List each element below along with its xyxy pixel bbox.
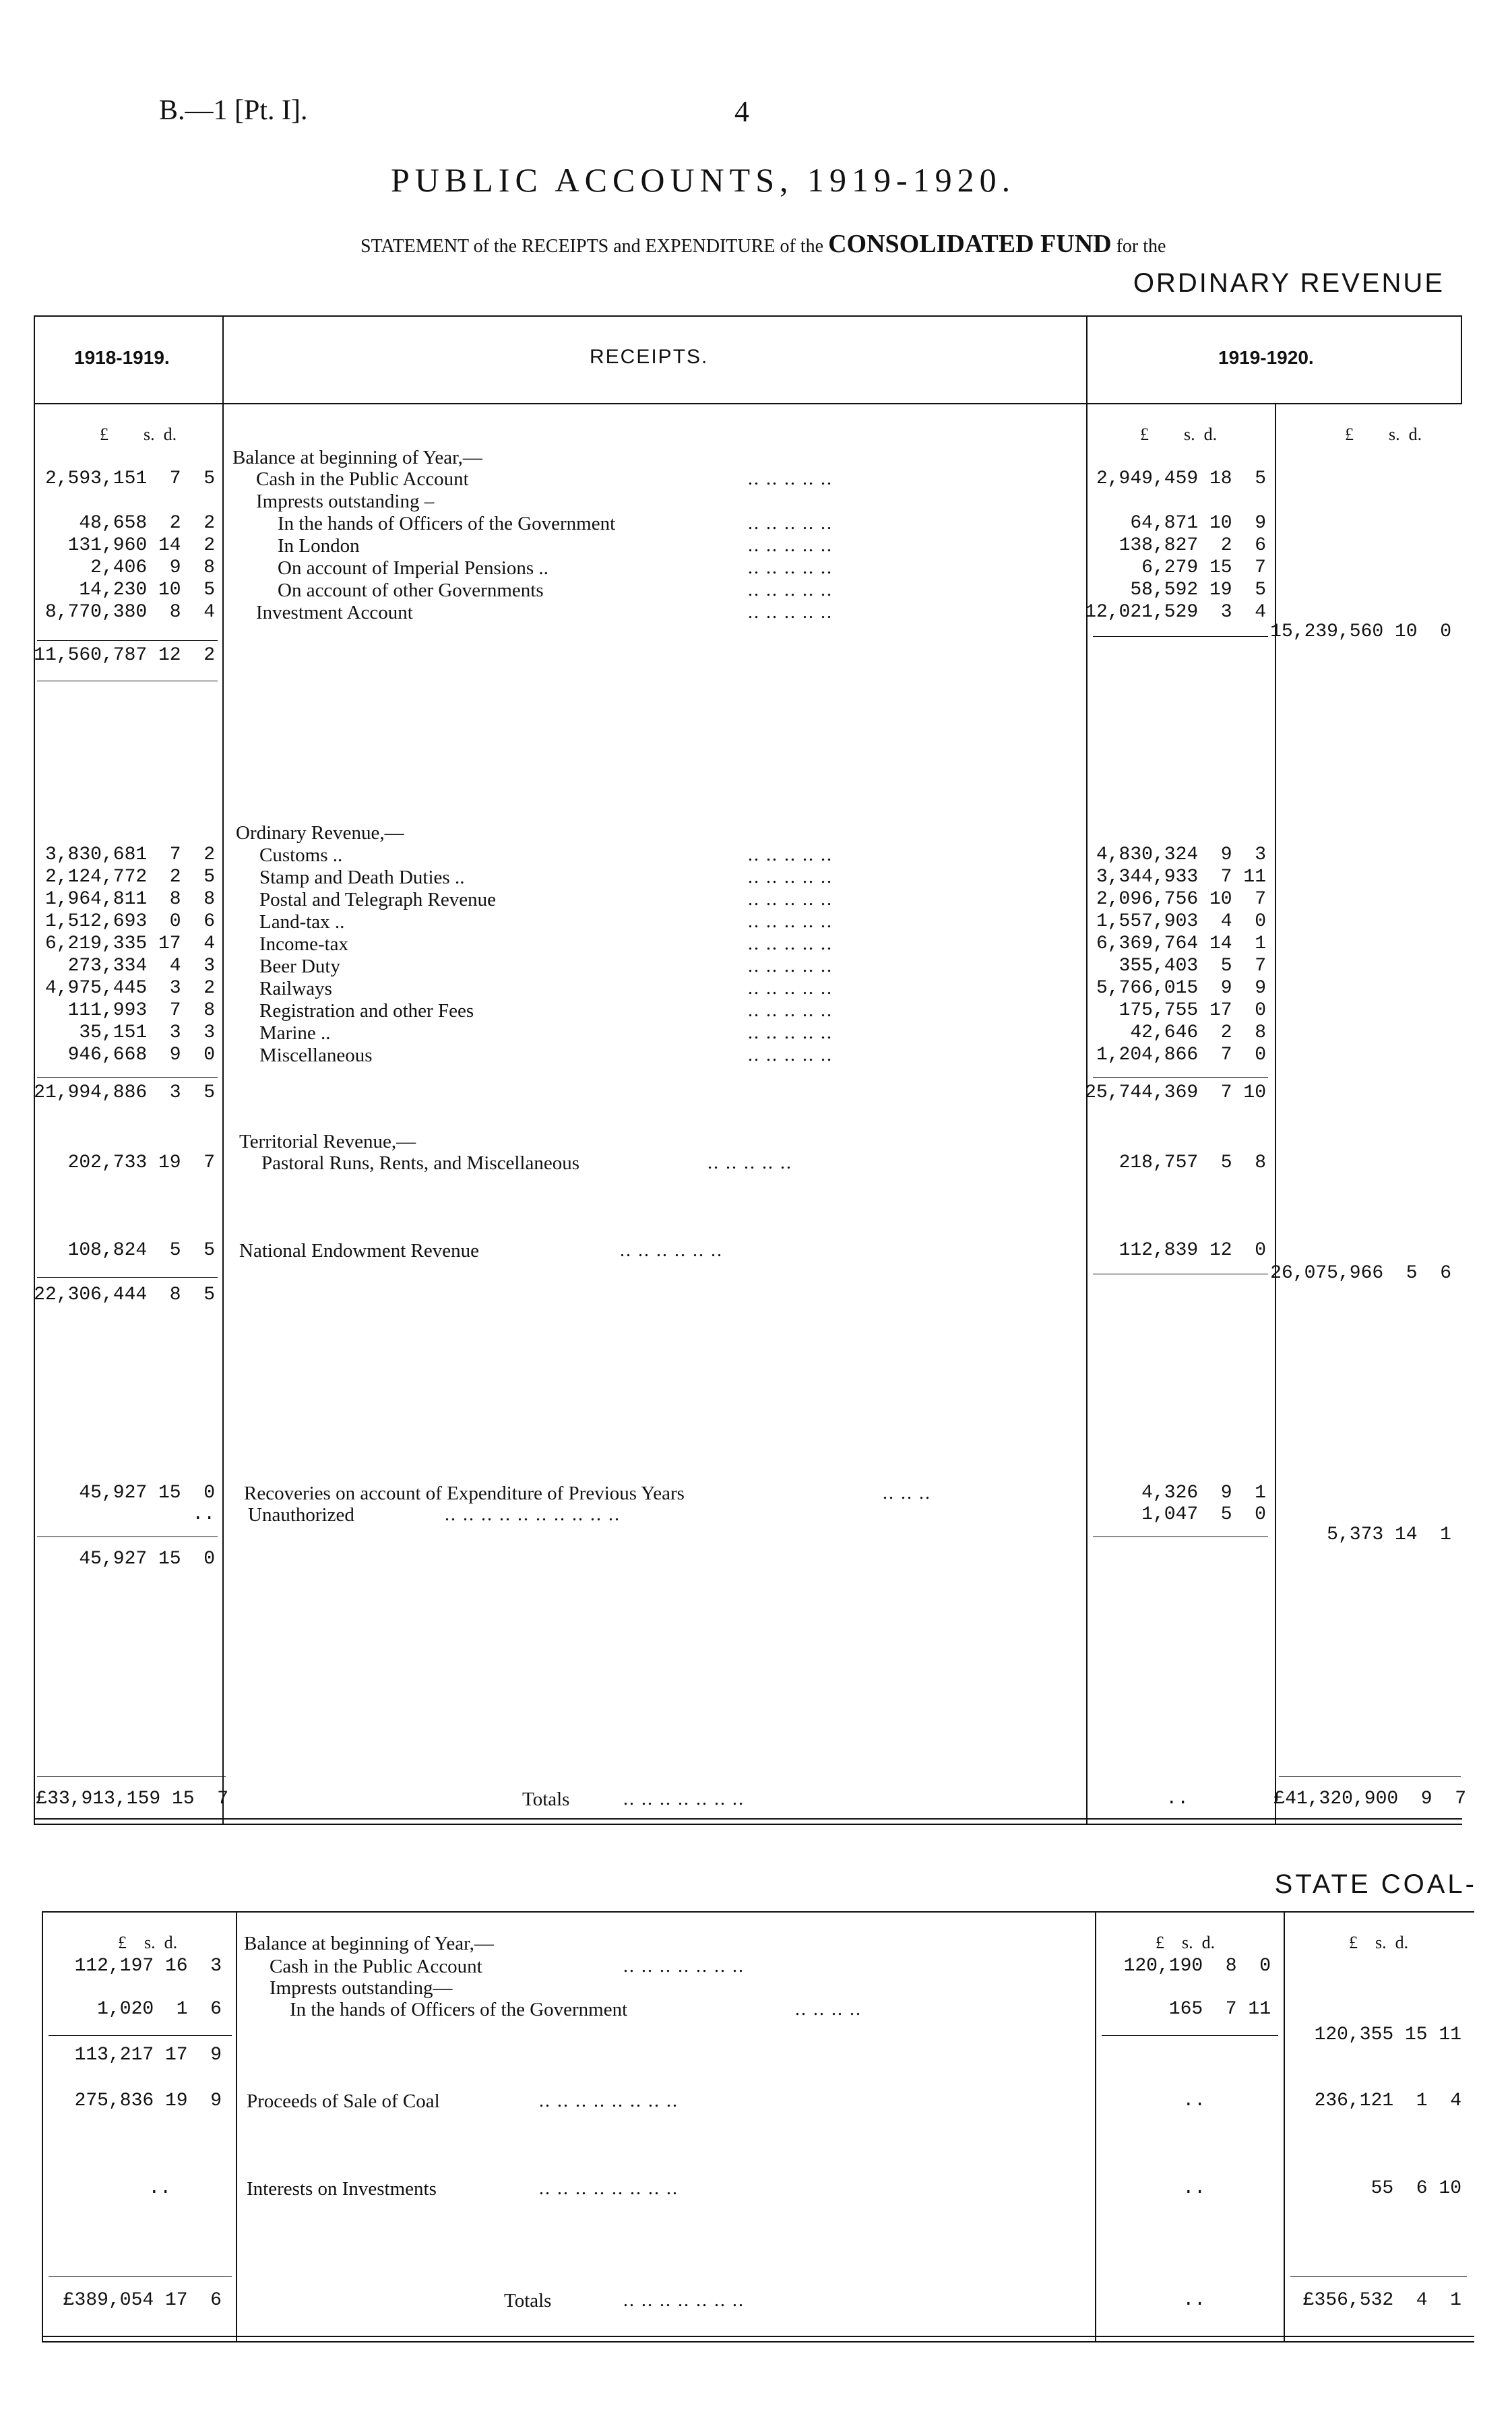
row-curr-value: 64,871 10 9 <box>1130 513 1266 534</box>
row-leader: .. .. .. .. .. <box>748 602 833 623</box>
row-label: Land-tax .. <box>259 911 345 933</box>
coal-section-balance: Balance at beginning of Year,— <box>244 1933 494 1954</box>
coal-curr-col-rule <box>1095 1911 1096 2343</box>
row-curr-value: 4,830,324 9 3 <box>1096 844 1266 865</box>
ordinary-subtotal-curr: 25,744,369 7 10 <box>1085 1082 1266 1103</box>
coal-units-curr: £ s. d. <box>1156 1933 1216 1952</box>
statement-subtitle <box>360 229 1166 259</box>
document-reference: B.—1 [Pt. I]. <box>159 95 308 126</box>
coal-units-total: £ s. d. <box>1349 1933 1409 1952</box>
coal-bottom-rule-2 <box>42 2341 1474 2343</box>
coal-sale-total: 236,121 1 4 <box>1314 2090 1461 2111</box>
coal-totals-total: £356,532 4 1 <box>1302 2290 1461 2311</box>
national-prev: 108,824 5 5 <box>67 1240 215 1261</box>
row-leader: .. .. .. .. .. <box>748 580 833 600</box>
header-bottom-rule <box>34 403 1462 404</box>
balance-subtotal-total: 15,239,560 10 0 <box>1270 621 1451 642</box>
coal-subtotal-prev: 113,217 17 9 <box>74 2045 222 2066</box>
coal-total-col-rule <box>1284 1911 1285 2343</box>
ordinary-revenue-heading: ORDINARY REVENUE <box>1133 268 1445 298</box>
coal-interest-leader: .. .. .. .. .. .. .. .. <box>539 2178 679 2199</box>
row-label: On account of other Governments <box>278 580 544 601</box>
row-prev-value: 14,230 10 5 <box>79 580 215 600</box>
totals-prev-rule-top <box>37 1776 226 1777</box>
coal-totals-total-rule <box>1290 2276 1467 2277</box>
row-curr-value: 355,403 5 7 <box>1119 956 1266 976</box>
row-label: Investment Account <box>256 602 413 623</box>
coal-imprests-label: Imprests outstanding— <box>270 1977 453 1999</box>
col-1919-1920: 1919-1920. <box>1218 347 1314 368</box>
recoveries-prev: 45,927 15 0 <box>79 1483 215 1503</box>
row-curr-value: 12,021,529 3 4 <box>1085 602 1266 623</box>
unauthorized-curr: 1,047 5 0 <box>1141 1504 1266 1525</box>
prev-col-rule <box>222 315 224 1825</box>
row-leader: .. .. .. .. .. <box>748 1022 833 1043</box>
row-prev-value: 3,830,681 7 2 <box>44 844 215 865</box>
territorial-leader: .. .. .. .. .. <box>707 1152 792 1173</box>
row-leader: .. .. .. .. .. <box>748 867 833 888</box>
row-label: Imprests outstanding – <box>256 491 435 512</box>
row-prev-value: 48,658 2 2 <box>79 513 215 534</box>
totals-label: Totals <box>522 1789 570 1810</box>
row-leader: .. .. .. .. .. <box>748 468 833 489</box>
coal-totals-leader: .. .. .. .. .. .. .. <box>623 2290 745 2311</box>
row-curr-value: 3,344,933 7 11 <box>1096 867 1266 888</box>
coal-subtotal-total: 120,355 15 11 <box>1314 2024 1461 2045</box>
row-leader: .. .. .. .. .. <box>748 1000 833 1021</box>
coal-sale-label: Proceeds of Sale of Coal <box>247 2090 440 2112</box>
revenue-subtotal-prev: 22,306,444 8 5 <box>34 1284 215 1305</box>
row-prev-value: 1,964,811 8 8 <box>44 889 215 910</box>
totals-rule-1 <box>34 1818 1462 1820</box>
row-prev-value: 4,975,445 3 2 <box>44 978 215 999</box>
section-territorial: Territorial Revenue,— <box>239 1131 416 1152</box>
coal-interest-total: 55 6 10 <box>1371 2178 1461 2199</box>
row-prev-value: 131,960 14 2 <box>67 535 215 556</box>
row-leader: .. .. .. .. .. <box>748 557 833 578</box>
row-curr-value: 2,096,756 10 7 <box>1096 889 1266 910</box>
coal-officers-leader: .. .. .. .. <box>795 1999 862 2020</box>
row-label: Railways <box>259 978 332 999</box>
unauthorized-leader: .. .. .. .. .. .. .. .. .. .. <box>445 1504 621 1525</box>
row-prev-value: 2,406 9 8 <box>90 557 215 578</box>
row-label: In the hands of Officers of the Government <box>278 513 616 534</box>
row-prev-value: 35,151 3 3 <box>79 1022 215 1043</box>
row-leader: .. .. .. .. .. <box>748 1045 833 1065</box>
national-curr: 112,839 12 0 <box>1119 1240 1266 1261</box>
row-label: Registration and other Fees <box>259 1000 474 1022</box>
row-label: In London <box>278 535 360 557</box>
row-label: Beer Duty <box>259 956 340 977</box>
coal-cash-label: Cash in the Public Account <box>270 1956 482 1977</box>
coal-officers-label: In the hands of Officers of the Government <box>290 1999 628 2020</box>
row-label: Cash in the Public Account <box>256 468 469 490</box>
totals-total: £41,320,900 9 7 <box>1273 1789 1466 1809</box>
coal-totals-prev-rule <box>49 2276 232 2277</box>
page-title: PUBLIC ACCOUNTS, 1919-1920. <box>391 161 1016 199</box>
coal-sale-prev: 275,836 19 9 <box>74 2090 222 2111</box>
coal-units-prev: £ s. d. <box>118 1933 178 1952</box>
row-curr-value: 2,949,459 18 5 <box>1096 468 1266 489</box>
units-curr: £ s. d. <box>1140 425 1218 444</box>
subtitle-fund: CONSOLIDATED FUND <box>828 230 1112 258</box>
row-leader: .. .. .. .. .. <box>748 535 833 556</box>
row-prev-value: 273,334 4 3 <box>67 956 215 976</box>
state-coal-heading: STATE COAL- <box>1274 1869 1477 1899</box>
section-balance: Balance at beginning of Year,— <box>232 447 482 468</box>
coal-interest-prev: .. <box>148 2178 171 2199</box>
coal-officers-prev: 1,020 1 6 <box>97 1999 222 2020</box>
national-leader: .. .. .. .. .. .. <box>620 1240 723 1261</box>
curr-col-rule <box>1086 315 1088 1825</box>
row-prev-value: 946,668 9 0 <box>67 1045 215 1065</box>
coal-curr-rule <box>1102 2035 1278 2036</box>
totals-leader: .. .. .. .. .. .. .. <box>623 1789 745 1809</box>
row-prev-value: 111,993 7 8 <box>67 1000 215 1021</box>
totals-prev: £33,913,159 15 7 <box>36 1789 228 1809</box>
revenue-subtotal-total: 26,075,966 5 6 <box>1270 1263 1451 1284</box>
coal-prev-rule <box>49 2035 232 2036</box>
row-label: Marine .. <box>259 1022 331 1044</box>
row-curr-value: 42,646 2 8 <box>1130 1022 1266 1043</box>
page-number: 4 <box>734 95 749 128</box>
subtitle-pre: STATEMENT of the RECEIPTS and EXPENDITURE of the <box>360 236 824 257</box>
col-receipts: RECEIPTS. <box>590 346 709 368</box>
row-prev-value: 6,219,335 17 4 <box>44 933 215 954</box>
national-label: National Endowment Revenue <box>239 1240 479 1262</box>
coal-totals-label: Totals <box>504 2290 552 2312</box>
unauthorized-label: Unauthorized <box>248 1504 354 1526</box>
balance-subtotal-prev: 11,560,787 12 2 <box>34 645 215 666</box>
units-prev: £ s. d. <box>100 425 177 444</box>
row-prev-value: 8,770,380 8 4 <box>44 602 215 623</box>
row-leader: .. .. .. .. .. <box>748 978 833 999</box>
unauthorized-prev: .. <box>192 1504 215 1525</box>
ordinary-prev-rule <box>37 1077 218 1078</box>
row-prev-value: 2,124,772 2 5 <box>44 867 215 888</box>
right-rule <box>1461 315 1462 404</box>
row-label: Stamp and Death Duties .. <box>259 867 465 888</box>
row-curr-value: 1,204,866 7 0 <box>1096 1045 1266 1065</box>
totals-curr: .. <box>1166 1789 1189 1809</box>
coal-prev-col-rule <box>236 1911 237 2343</box>
coal-interest-label: Interests on Investments <box>247 2178 437 2200</box>
row-label: Postal and Telegraph Revenue <box>259 889 496 910</box>
coal-cash-curr: 120,190 8 0 <box>1123 1956 1271 1977</box>
row-curr-value: 175,755 17 0 <box>1119 1000 1266 1021</box>
left-rule <box>34 315 35 1825</box>
row-curr-value: 6,369,764 14 1 <box>1096 933 1266 954</box>
territorial-prev: 202,733 19 7 <box>67 1152 215 1173</box>
coal-sale-leader: .. .. .. .. .. .. .. .. <box>539 2090 679 2111</box>
row-label: On account of Imperial Pensions .. <box>278 557 548 579</box>
recov-subtotal-prev: 45,927 15 0 <box>79 1549 215 1570</box>
row-curr-value: 138,827 2 6 <box>1119 535 1266 556</box>
row-curr-value: 6,279 15 7 <box>1141 557 1266 578</box>
ordinary-subtotal-prev: 21,994,886 3 5 <box>34 1082 215 1103</box>
ordinary-curr-rule <box>1093 1077 1268 1078</box>
row-prev-value: 2,593,151 7 5 <box>44 468 215 489</box>
balance-prev-rule-top <box>37 640 218 641</box>
row-curr-value: 1,557,903 4 0 <box>1096 911 1266 932</box>
recoveries-label: Recoveries on account of Expenditure of Previous Years <box>244 1483 685 1504</box>
totals-rule-2 <box>34 1824 1462 1825</box>
row-leader: .. .. .. .. .. <box>748 889 833 910</box>
row-curr-value: 58,592 19 5 <box>1130 580 1266 600</box>
coal-interest-curr: .. <box>1183 2178 1205 2199</box>
coal-totals-prev: £389,054 17 6 <box>63 2290 222 2311</box>
territorial-label: Pastoral Runs, Rents, and Miscellaneous <box>261 1152 580 1174</box>
row-leader: .. .. .. .. .. <box>748 844 833 865</box>
recoveries-curr: 4,326 9 1 <box>1141 1483 1266 1503</box>
recov-subtotal-total: 5,373 14 1 <box>1327 1524 1451 1545</box>
section-ordinary-revenue: Ordinary Revenue,— <box>236 822 404 844</box>
coal-bottom-rule-1 <box>42 2336 1474 2337</box>
row-label: Miscellaneous <box>259 1045 373 1066</box>
coal-left-rule <box>42 1911 43 2343</box>
recoveries-leader: .. .. .. <box>883 1483 931 1503</box>
territorial-curr: 218,757 5 8 <box>1119 1152 1266 1173</box>
row-leader: .. .. .. .. .. <box>748 911 833 932</box>
total-col-rule <box>1275 404 1276 1825</box>
col-1918-1919: 1918-1919. <box>74 347 170 368</box>
row-curr-value: 5,766,015 9 9 <box>1096 978 1266 999</box>
coal-sale-curr: .. <box>1183 2090 1205 2111</box>
coal-totals-curr: .. <box>1183 2290 1205 2311</box>
subtitle-post: for the <box>1116 236 1166 257</box>
totals-total-rule-top <box>1279 1776 1461 1777</box>
row-leader: .. .. .. .. .. <box>748 513 833 534</box>
national-prev-rule <box>37 1277 218 1278</box>
table-top-rule <box>34 315 1462 317</box>
coal-cash-leader: .. .. .. .. .. .. .. <box>623 1956 745 1977</box>
row-leader: .. .. .. .. .. <box>748 956 833 976</box>
coal-officers-curr: 165 7 11 <box>1168 1999 1271 2020</box>
coal-top-rule <box>42 1911 1474 1913</box>
balance-curr-rule <box>1093 636 1268 637</box>
row-prev-value: 1,512,693 0 6 <box>44 911 215 932</box>
row-label: Income-tax <box>259 933 349 955</box>
coal-cash-prev: 112,197 16 3 <box>74 1956 222 1977</box>
units-total: £ s. d. <box>1345 425 1422 444</box>
row-leader: .. .. .. .. .. <box>748 933 833 954</box>
row-label: Customs .. <box>259 844 343 866</box>
